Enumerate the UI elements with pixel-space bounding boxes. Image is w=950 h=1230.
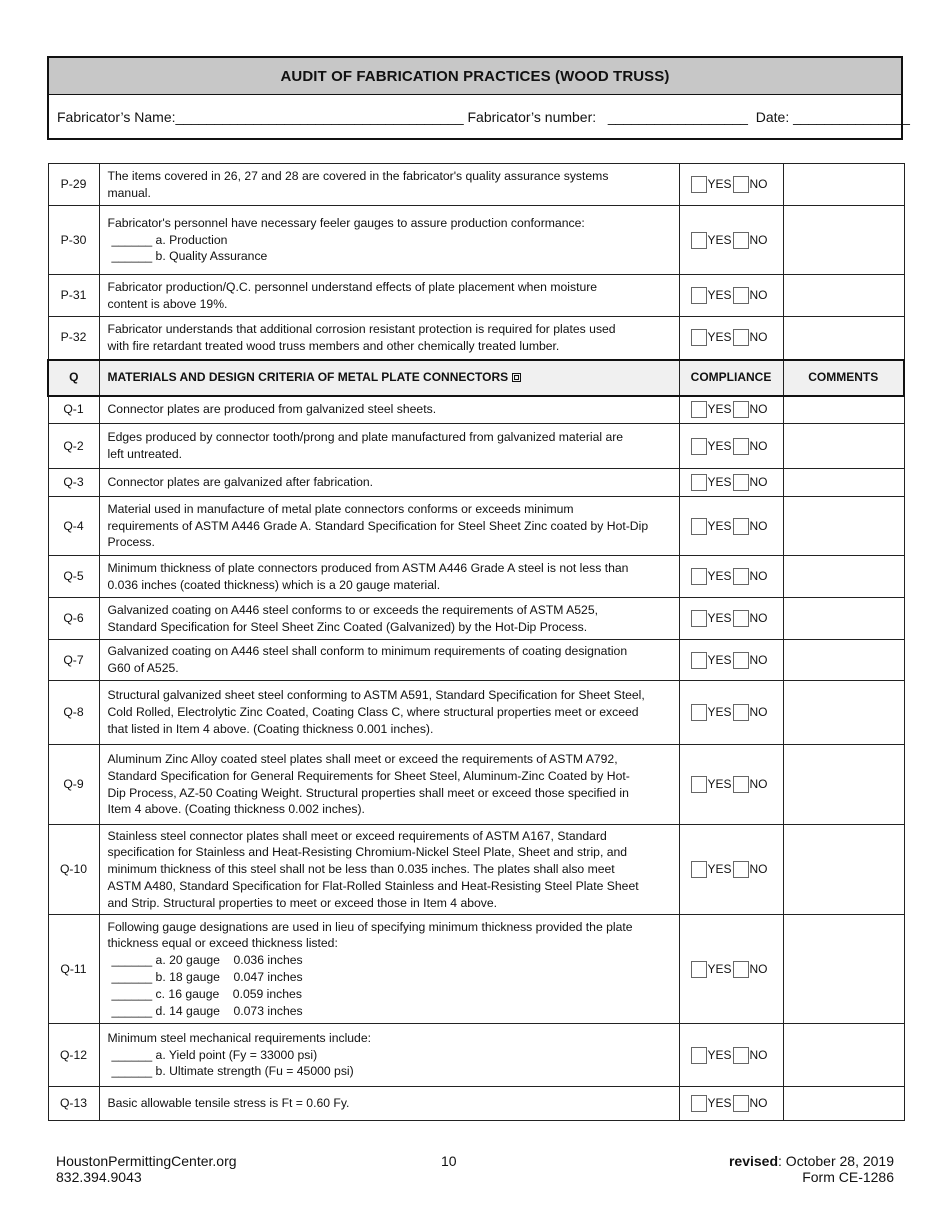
no-checkbox[interactable] [733, 1095, 749, 1112]
no-checkbox[interactable] [733, 518, 749, 535]
comments-cell[interactable] [783, 469, 904, 497]
description-line: manual. [107, 185, 151, 200]
description-line[interactable]: ______ d. 14 gauge 0.073 inches [111, 1003, 303, 1018]
audit-table [47, 163, 905, 1121]
comments-cell[interactable] [783, 640, 904, 681]
section-title-text: MATERIALS AND DESIGN CRITERIA OF METAL PLATE CONNECTORS [107, 370, 509, 385]
description-line[interactable]: ______ a. Yield point (Fy = 33000 psi) [111, 1047, 318, 1062]
comments-cell[interactable] [783, 424, 904, 469]
description-line[interactable]: ______ c. 16 gauge 0.059 inches [111, 986, 302, 1001]
description-line: thickness equal or exceed thickness listed: [107, 936, 338, 951]
no-checkbox[interactable] [733, 401, 749, 418]
table-row [48, 598, 904, 640]
no-checkbox[interactable] [733, 704, 749, 721]
compliance-cell [679, 275, 783, 317]
item-description [99, 469, 679, 497]
compliance-cell [679, 556, 783, 598]
table-row [48, 317, 904, 360]
section-header-row [48, 360, 904, 396]
table-row [48, 681, 904, 745]
comments-cell[interactable] [783, 598, 904, 640]
compliance-cell [679, 469, 783, 497]
table-row [48, 556, 904, 598]
yes-label: YES [707, 402, 732, 417]
yes-label: YES [707, 177, 732, 192]
table-row [48, 640, 904, 681]
description-line: Standard Specification for General Requirements for Sheet Steel, Aluminum-Zinc Coated by Hot- [107, 768, 630, 783]
compliance-cell [679, 915, 783, 1024]
no-label: NO [749, 177, 768, 192]
yes-label: YES [707, 518, 732, 533]
yes-label: YES [707, 705, 732, 720]
no-checkbox[interactable] [733, 287, 749, 304]
description-line: with fire retardant treated wood truss members and other chemically treated lumber. [107, 338, 560, 353]
item-description [99, 598, 679, 640]
compliance-cell [679, 164, 783, 206]
p-items-body [48, 164, 904, 360]
yes-label: YES [707, 475, 732, 490]
no-checkbox[interactable] [733, 232, 749, 249]
comments-cell[interactable] [783, 317, 904, 360]
table-row [48, 745, 904, 825]
yes-checkbox[interactable] [691, 401, 707, 418]
yes-checkbox[interactable] [691, 568, 707, 585]
item-id: Q-1 [48, 396, 99, 424]
description-line: Connector plates are galvanized after fabrication. [107, 475, 374, 490]
comments-cell[interactable] [783, 396, 904, 424]
description-line: Minimum steel mechanical requirements include: [107, 1030, 371, 1045]
yes-label: YES [707, 330, 732, 345]
table-row [48, 164, 904, 206]
no-label: NO [749, 475, 768, 490]
item-description [99, 1087, 679, 1121]
no-checkbox[interactable] [733, 1047, 749, 1064]
item-description [99, 1024, 679, 1087]
item-id: Q-7 [48, 640, 99, 681]
compliance-cell [679, 825, 783, 915]
description-line: Dip Process, AZ-50 Coating Weight. Structural properties shall meet or exceed those specified in [107, 785, 629, 800]
description-line: Aluminum Zinc Alloy coated steel plates shall meet or exceed the requirements of ASTM A792, [107, 751, 618, 766]
no-label: NO [749, 402, 768, 417]
document-icon [512, 373, 521, 382]
description-line: The items covered in 26, 27 and 28 are covered in the fabricator's quality assurance systems [107, 168, 609, 183]
item-id: Q-12 [48, 1024, 99, 1087]
description-line: Minimum thickness of plate connectors produced from ASTM A446 Grade A steel is not less than [107, 560, 629, 575]
description-line: Galvanized coating on A446 steel conforms to or exceeds the requirements of ASTM A525, [107, 602, 598, 617]
yes-checkbox[interactable] [691, 329, 707, 346]
description-line: Standard Specification for Steel Sheet Zinc Coated (Galvanized) by the Hot-Dip Process. [107, 619, 588, 634]
item-description [99, 497, 679, 556]
no-label: NO [749, 611, 768, 626]
yes-checkbox[interactable] [691, 610, 707, 627]
item-id: Q-10 [48, 825, 99, 915]
item-description [99, 396, 679, 424]
compliance-cell [679, 396, 783, 424]
no-label: NO [749, 232, 768, 247]
no-checkbox[interactable] [733, 474, 749, 491]
table-row [48, 915, 904, 1024]
description-line: specification for Stainless and Heat-Resisting Chromium-Nickel Steel Plate, Sheet and strip, and [107, 845, 628, 860]
description-line[interactable]: ______ b. 18 gauge 0.047 inches [111, 970, 303, 984]
description-line: Stainless steel connector plates shall meet or exceed requirements of ASTM A167, Standard [107, 828, 607, 843]
comments-header: COMMENTS [783, 360, 904, 396]
item-description [99, 745, 679, 825]
footer-revised [729, 1153, 894, 1169]
description-line: minimum thickness of this steel shall not be less than 0.035 inches. The plates shall also meet [107, 862, 615, 877]
description-line: Process. [107, 535, 155, 550]
compliance-cell [679, 640, 783, 681]
item-id: Q-9 [48, 745, 99, 825]
yes-label: YES [707, 652, 732, 667]
no-checkbox[interactable] [733, 861, 749, 878]
description-line: and Strip. Structural properties to meet or exceed those in Item 4 above. [107, 895, 498, 910]
description-line: Fabricator production/Q.C. personnel understand effects of plate placement when moisture [107, 279, 598, 294]
table-row [48, 825, 904, 915]
item-description [99, 915, 679, 1024]
no-checkbox[interactable] [733, 776, 749, 793]
item-id: Q-13 [48, 1087, 99, 1121]
description-line[interactable]: ______ a. 20 gauge 0.036 inches [111, 953, 303, 968]
compliance-cell [679, 317, 783, 360]
description-line: Galvanized coating on A446 steel shall conform to minimum requirements of coating designation [107, 644, 628, 659]
no-label: NO [749, 518, 768, 533]
description-line: Following gauge designations are used in lieu of specifying minimum thickness provided the plate [107, 919, 633, 934]
table-row [48, 469, 904, 497]
comments-cell[interactable] [783, 164, 904, 206]
description-line: left untreated. [107, 447, 183, 461]
description-line: G60 of A525. [107, 661, 179, 675]
table-row [48, 1024, 904, 1087]
yes-label: YES [707, 232, 732, 247]
no-checkbox[interactable] [733, 652, 749, 669]
comments-cell[interactable] [783, 825, 904, 915]
item-description [99, 681, 679, 745]
item-id: Q-2 [48, 424, 99, 469]
item-description [99, 206, 679, 275]
yes-label: YES [707, 569, 732, 584]
item-id: P-32 [48, 317, 99, 360]
footer-phone: 832.394.9043 [56, 1169, 142, 1185]
description-line[interactable]: ______ b. Ultimate strength (Fu = 45000 psi) [111, 1064, 354, 1079]
item-description [99, 825, 679, 915]
no-label: NO [749, 330, 768, 345]
no-label: NO [749, 961, 768, 976]
compliance-cell [679, 424, 783, 469]
yes-checkbox[interactable] [691, 438, 707, 455]
yes-label: YES [707, 288, 732, 303]
yes-checkbox[interactable] [691, 1095, 707, 1112]
description-line: content is above 19%. [107, 296, 228, 311]
description-line: 0.036 inches (coated thickness) which is a 20 gauge material. [107, 577, 441, 592]
item-id: P-29 [48, 164, 99, 206]
comments-cell[interactable] [783, 681, 904, 745]
no-label: NO [749, 652, 768, 667]
comments-cell[interactable] [783, 745, 904, 825]
table-row [48, 275, 904, 317]
yes-checkbox[interactable] [691, 1047, 707, 1064]
yes-label: YES [707, 438, 732, 453]
description-line[interactable]: ______ b. Quality Assurance [111, 249, 268, 264]
description-line: Cold Rolled, Electrolytic Zinc Coated, Coating Class C, where structural properties meet or exceed [107, 705, 639, 720]
description-line: Connector plates are produced from galvanized steel sheets. [107, 402, 437, 417]
yes-checkbox[interactable] [691, 474, 707, 491]
item-description [99, 317, 679, 360]
item-description [99, 164, 679, 206]
yes-label: YES [707, 1047, 732, 1062]
item-description [99, 556, 679, 598]
comments-cell[interactable] [783, 206, 904, 275]
description-line: Basic allowable tensile stress is Ft = 0.60 Fy. [107, 1096, 350, 1111]
table-row [48, 206, 904, 275]
description-line: Fabricator understands that additional corrosion resistant protection is required for plates used [107, 321, 616, 336]
item-id: Q-5 [48, 556, 99, 598]
table-row [48, 497, 904, 556]
table-row [48, 424, 904, 469]
description-line: Item 4 above. (Coating thickness 0.002 inches). [107, 802, 365, 817]
no-label: NO [749, 1047, 768, 1062]
table-row [48, 396, 904, 424]
no-label: NO [749, 438, 768, 453]
no-label: NO [749, 569, 768, 584]
no-checkbox[interactable] [733, 329, 749, 346]
no-checkbox[interactable] [733, 438, 749, 455]
yes-checkbox[interactable] [691, 776, 707, 793]
footer-right [729, 1153, 894, 1185]
item-id: Q-8 [48, 681, 99, 745]
no-label: NO [749, 1096, 768, 1111]
description-line: Edges produced by connector tooth/prong and plate manufactured from galvanized material are [107, 430, 624, 445]
yes-checkbox[interactable] [691, 704, 707, 721]
form-title: AUDIT OF FABRICATION PRACTICES (WOOD TRUSS) [49, 58, 901, 95]
section-title [99, 360, 679, 396]
item-description [99, 640, 679, 681]
no-label: NO [749, 862, 768, 877]
fabricator-fields-line[interactable]: Fabricator’s Name:_____________________________________ Fabricator’s number: __________________ Date: _______________ [57, 109, 910, 125]
no-label: NO [749, 705, 768, 720]
form-header [47, 56, 910, 140]
yes-checkbox[interactable] [691, 287, 707, 304]
yes-label: YES [707, 862, 732, 877]
description-line: Fabricator's personnel have necessary feeler gauges to assure production conformance: [107, 215, 585, 230]
no-checkbox[interactable] [733, 961, 749, 978]
no-checkbox[interactable] [733, 568, 749, 585]
comments-cell[interactable] [783, 1024, 904, 1087]
description-line: that listed in Item 4 above. (Coating thickness 0.001 inches). [107, 721, 434, 736]
compliance-cell [679, 681, 783, 745]
item-id: Q-3 [48, 469, 99, 497]
yes-label: YES [707, 1096, 732, 1111]
yes-checkbox[interactable] [691, 652, 707, 669]
item-id: Q-4 [48, 497, 99, 556]
q-items-body [48, 396, 904, 1121]
item-id: P-31 [48, 275, 99, 317]
yes-checkbox[interactable] [691, 232, 707, 249]
description-line: requirements of ASTM A446 Grade A. Standard Specification for Steel Sheet Zinc coated by Hot-Dip [107, 518, 649, 533]
no-label: NO [749, 777, 768, 792]
yes-label: YES [707, 777, 732, 792]
item-id: Q-11 [48, 915, 99, 1024]
comments-cell[interactable] [783, 915, 904, 1024]
comments-cell[interactable] [783, 497, 904, 556]
yes-label: YES [707, 611, 732, 626]
item-id: Q-6 [48, 598, 99, 640]
no-checkbox[interactable] [733, 610, 749, 627]
yes-checkbox[interactable] [691, 961, 707, 978]
revised-date: : October 28, 2019 [778, 1153, 894, 1169]
footer-page-number: 10 [441, 1153, 457, 1169]
yes-checkbox[interactable] [691, 518, 707, 535]
compliance-header: COMPLIANCE [679, 360, 783, 396]
item-id: P-30 [48, 206, 99, 275]
item-description [99, 275, 679, 317]
yes-checkbox[interactable] [691, 861, 707, 878]
footer-form-number: Form CE-1286 [802, 1169, 894, 1185]
compliance-cell [679, 497, 783, 556]
compliance-cell [679, 598, 783, 640]
comments-cell[interactable] [783, 275, 904, 317]
description-line: ASTM A480, Standard Specification for Flat-Rolled Stainless and Heat-Resisting Steel Plate Sheet [107, 878, 639, 893]
compliance-cell [679, 745, 783, 825]
compliance-cell [679, 1087, 783, 1121]
footer-left [56, 1153, 237, 1185]
footer-website[interactable]: HoustonPermittingCenter.org [56, 1153, 237, 1169]
comments-cell[interactable] [783, 556, 904, 598]
description-line: Structural galvanized sheet steel conforming to ASTM A591, Standard Specification for Sheet Steel, [107, 688, 645, 703]
item-description [99, 424, 679, 469]
q-section-header-body [48, 360, 904, 396]
description-line[interactable]: ______ a. Production [111, 232, 228, 247]
compliance-cell [679, 1024, 783, 1087]
revised-label: revised [728, 1153, 779, 1169]
no-label: NO [749, 288, 768, 303]
yes-checkbox[interactable] [691, 176, 707, 193]
section-id: Q [48, 360, 99, 396]
compliance-cell [679, 206, 783, 275]
comments-cell[interactable] [783, 1087, 904, 1121]
yes-label: YES [707, 961, 732, 976]
no-checkbox[interactable] [733, 176, 749, 193]
table-row [48, 1087, 904, 1121]
description-line: Material used in manufacture of metal plate connectors conforms or exceeds minimum [107, 501, 574, 516]
